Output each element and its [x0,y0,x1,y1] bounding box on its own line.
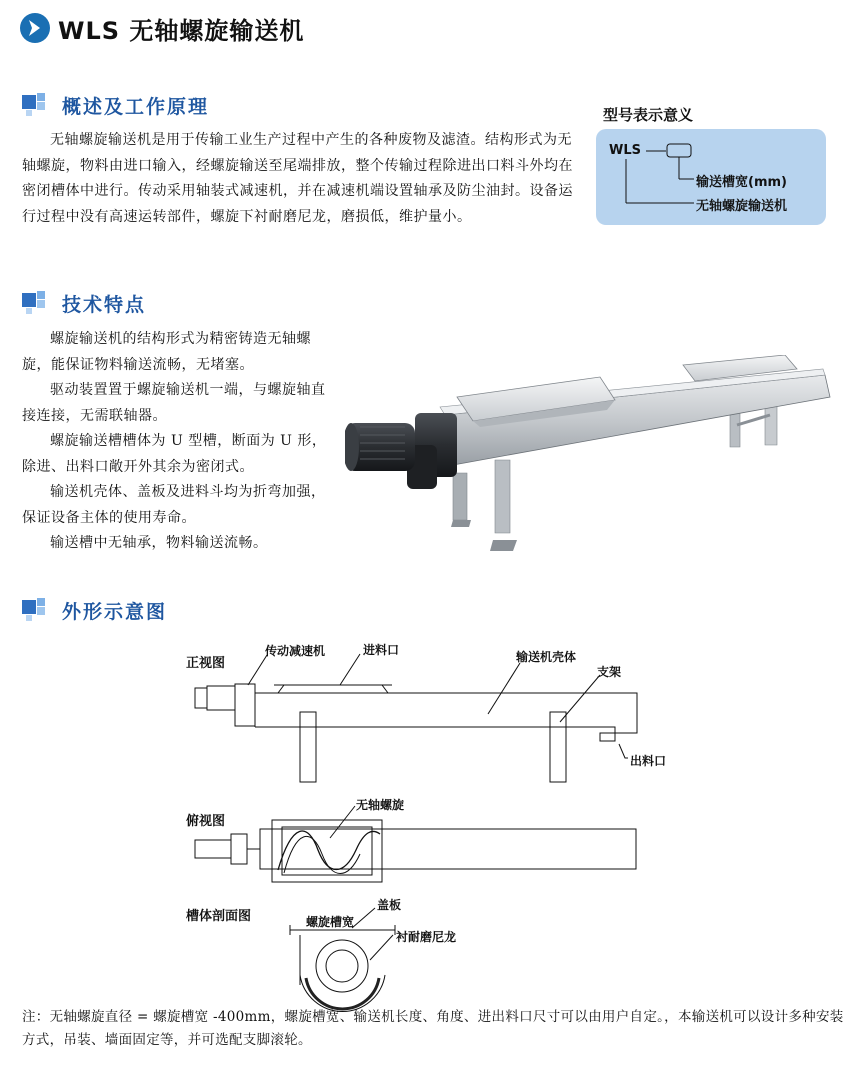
front-support-left [300,712,316,782]
top-motor [195,840,231,858]
model-meaning-label: 型号表示意义 [603,106,694,124]
section-title: 概述及工作原理 [62,95,210,118]
cover-label: 盖板 [377,898,402,912]
model-code: WLS [609,143,641,158]
section-title: 技术特点 [62,293,147,316]
top-reducer [231,834,247,864]
feature-item: 输送槽中无轴承，物料输送流畅。 [50,535,268,551]
front-motor [207,686,235,710]
page-title: WLS 无轴螺旋输送机 [58,16,305,45]
footnote: 注：无轴螺旋直径 = 螺旋槽宽 -400mm，螺旋槽宽、输送机长度、角度、进出料口尺寸可以由用户自定。，本输送机可以设计多种安装方式，吊装、墙面固定等，并可选配支脚滚轮。 [22,1009,844,1048]
liner-label: 衬耐磨尼龙 [396,930,457,944]
inlet-label: 进料口 [363,643,400,657]
section-title: 外形示意图 [62,600,168,623]
front-view-title: 正视图 [186,656,226,671]
support-label: 支架 [597,665,622,679]
feature-item: 螺旋输送槽槽体为 U 型槽，断面为 U 形，除进、出料口敞开外其余为密闭式。 [22,433,327,475]
spiral-label: 无轴螺旋 [356,798,405,812]
front-motor-end [195,688,207,708]
reducer-label: 传动减速机 [265,644,326,658]
feature-item: 输送机壳体、盖板及进料斗均为折弯加强，保证设备主体的使用寿命。 [22,484,326,526]
front-support-right [550,712,566,782]
feature-item: 螺旋输送机的结构形式为精密铸造无轴螺旋，能保证物料输送流畅，无堵塞。 [22,331,311,373]
section-view-title: 槽体剖面图 [186,909,252,924]
feature-item: 驱动装置置于螺旋输送机一端，与螺旋轴直接连接，无需联轴器。 [22,382,326,424]
top-view-title: 俯视图 [186,814,226,829]
top-trough [260,829,636,869]
shell-label: 输送机壳体 [516,650,577,664]
model-name-desc: 无轴螺旋输送机 [696,199,788,214]
front-reducer [235,684,255,726]
outlet-label: 出料口 [630,754,667,768]
trough-width-label: 螺旋槽宽 [306,915,355,929]
model-width-desc: 输送槽宽(mm) [696,175,787,190]
overview-text: 无轴螺旋输送机是用于传输工业生产过程中产生的各种废物及滤渣。结构形式为无轴螺旋，物料由进口输入，经螺旋输送至尾端排放，整个传输过程除进出口料斗外均在密闭槽体中进行。传动采用轴装式减速机，并在减速机端设置轴承及防尘油封。设备运行过程中没有高速运转部件，螺旋下衬耐磨尼龙，磨损低，维护量小。 [22,132,573,225]
